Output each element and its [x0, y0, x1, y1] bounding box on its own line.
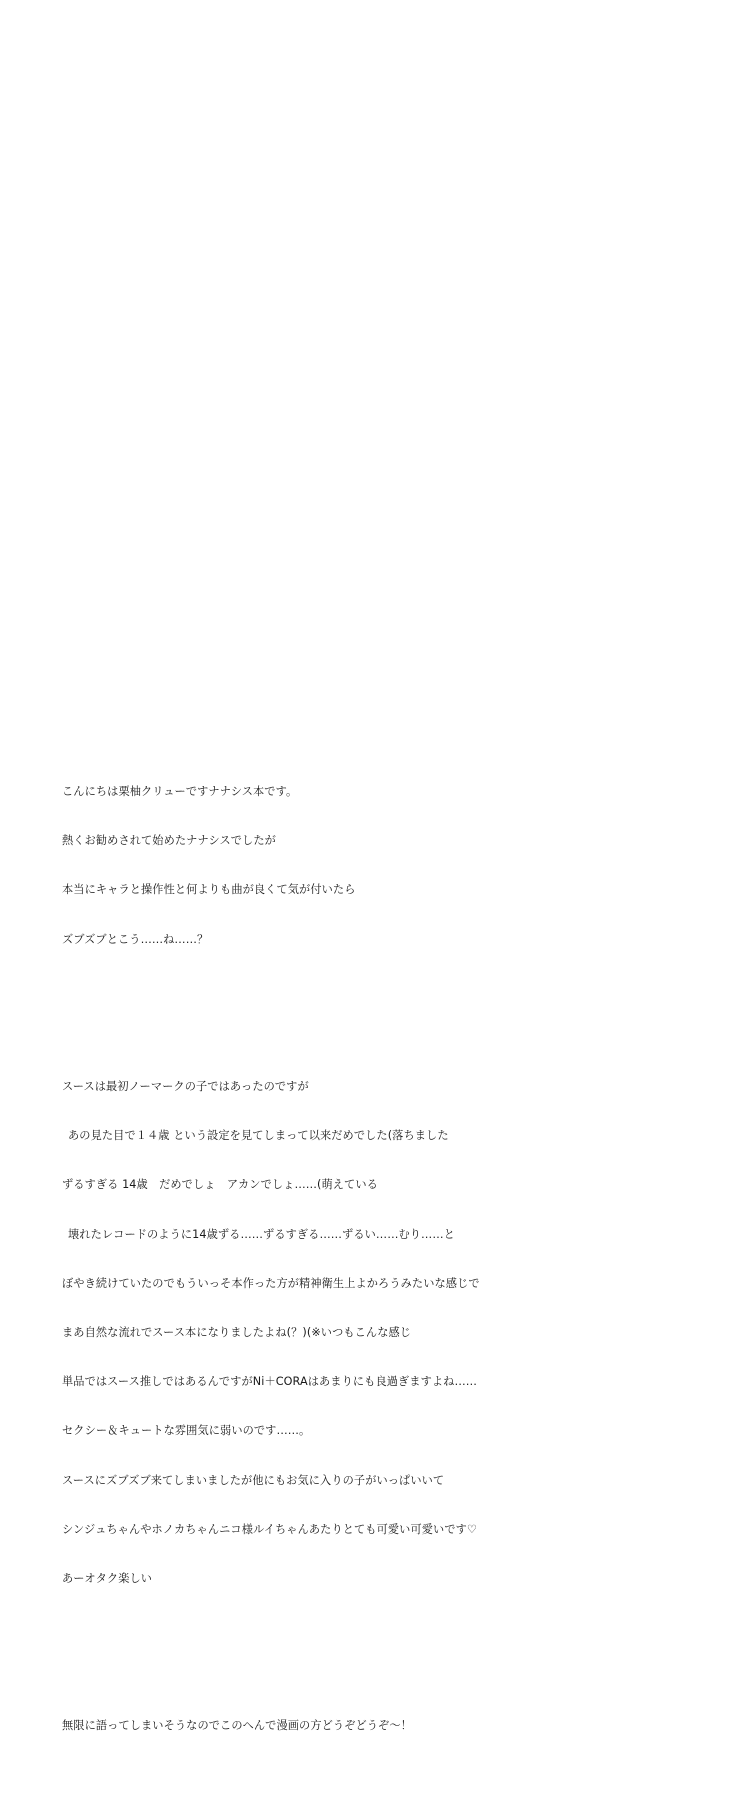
afterword-line: ズブズブとこう……ね……？ — [62, 932, 209, 946]
afterword-line: あの見た目で１４歳 という設定を見てしまって以来だめでした(落ちました — [68, 1129, 449, 1143]
afterword-line: 本当にキャラと操作性と何よりも曲が良くて気が付いたら — [62, 883, 356, 897]
afterword-line: 単品ではスース推しではあるんですがNi＋CORAはあまりにも良過ぎますよね…… — [62, 1375, 478, 1389]
afterword-paragraph-1 — [62, 751, 672, 981]
afterword-line: まあ自然な流れでスース本になりましたよね(？)(※いつもこんな感じ — [62, 1326, 412, 1340]
afterword-line: シンジュちゃんやホノカちゃんニコ様ルイちゃんあたりとても可愛い可愛いです♡ — [62, 1522, 478, 1536]
afterword-line: あーオタク楽しい — [62, 1572, 153, 1586]
afterword-line: 熱くお勧めされて始めたナナシスでしたが — [62, 834, 276, 848]
afterword-line: 壊れたレコードのように14歳ずる……ずるすぎる……ずるい……むり……と — [68, 1227, 455, 1241]
afterword-line: スースにズブズブ来てしまいましたが他にもお気に入りの子がいっぱいいて — [62, 1473, 445, 1487]
afterword-line: セクシー＆キュートな雰囲気に弱いのです……。 — [62, 1424, 311, 1438]
afterword-line: スースは最初ノーマークの子ではあったのですが — [62, 1079, 309, 1093]
afterword-line: ずるすぎる 14歳 だめでしょ アカンでしょ……(萌えている — [62, 1178, 378, 1192]
afterword-paragraph-2 — [62, 1046, 672, 1620]
afterword-line: こんにちは栗柚クリューですナナシス本です。 — [62, 785, 298, 799]
afterword-line: 無限に語ってしまいそうなのでこのへんで漫画の方どうぞどうぞ〜！ — [62, 1719, 412, 1733]
afterword-text-block — [62, 702, 672, 1817]
afterword-paragraph-3 — [62, 1686, 672, 1768]
afterword-line: ぼやき続けていたのでもういっそ本作った方が精神衛生上よかろうみたいな感じで — [62, 1276, 480, 1290]
